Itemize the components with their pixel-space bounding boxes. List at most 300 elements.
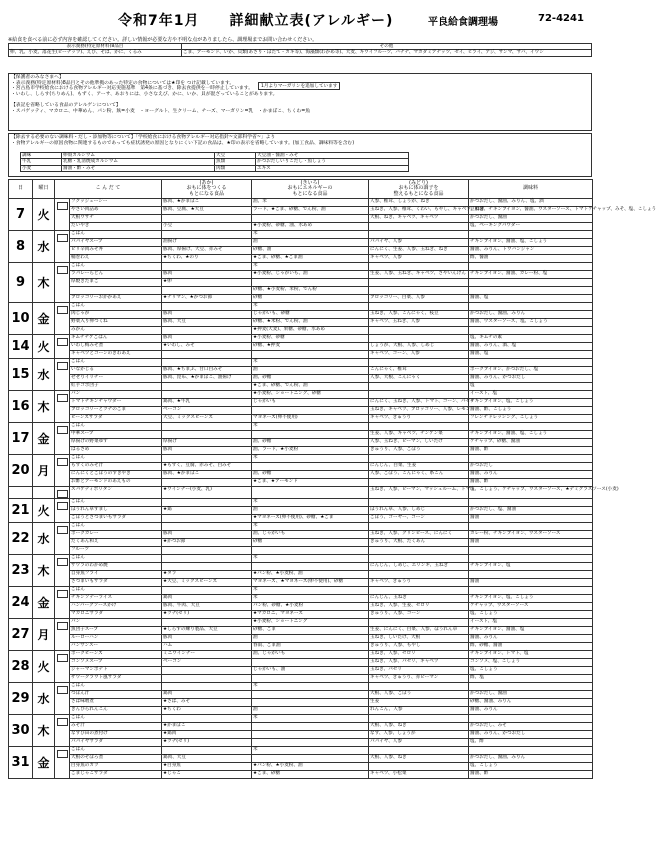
yellow-foods: ★パン粉、★小麦粉、油 <box>252 571 369 579</box>
dish-name: ジャーマンポテト <box>70 667 162 675</box>
yellow-foods: 砂糖 <box>252 295 369 303</box>
dish-name: ごはん <box>70 455 162 463</box>
menu-row <box>9 199 593 207</box>
yellow-foods: 米 <box>252 595 369 603</box>
green-foods: 玉ねぎ、人参、ピーマン、マッシュルーム、トマト <box>369 487 469 499</box>
weekday: 木 <box>33 391 55 423</box>
dish-name: ごはん <box>70 263 162 271</box>
day-number: 24 <box>9 587 33 619</box>
green-foods <box>369 523 469 531</box>
dish-name: はるさめ <box>70 447 162 455</box>
menu-row <box>9 391 593 399</box>
menu-row <box>9 579 593 587</box>
green-foods: にんじん、白菜、生姜 <box>369 463 469 471</box>
red-foods <box>162 455 252 463</box>
milk-mark-cell <box>55 715 70 747</box>
green-foods <box>369 303 469 311</box>
green-foods: にんにく、玉ねぎ、人参、トマト、コーン、パセリ <box>369 399 469 407</box>
yellow-foods: 油、ラード、★小麦粉 <box>252 447 369 455</box>
yellow-foods <box>252 487 369 499</box>
seasonings: 醤油、酢 <box>469 479 593 487</box>
milk-icon <box>57 338 68 346</box>
weekday: 水 <box>33 359 55 391</box>
red-foods: ★タラ <box>162 571 252 579</box>
seasonings: かつおだし、醤油 <box>469 691 593 699</box>
red-foods <box>162 619 252 627</box>
red-foods: ★じゃこ <box>162 771 252 779</box>
seasonings: 醤油、みりん <box>469 635 593 643</box>
dish-name: みそ汁 <box>70 723 162 731</box>
seasonings: 塩、キムチの素 <box>469 335 593 343</box>
red-foods <box>162 499 252 507</box>
menu-row <box>9 431 593 439</box>
red-foods <box>162 263 252 271</box>
green-foods: れんこん、人参 <box>369 707 469 715</box>
menu-row <box>9 455 593 463</box>
seasonings: 塩、こしょう <box>469 763 593 771</box>
red-foods: ★もずく、豆腐、赤みそ、白みそ <box>162 463 252 471</box>
dish-name <box>70 287 162 295</box>
seas-cell: 乳糖・乳清焼成カルシウム <box>62 159 215 165</box>
dish-name: 魚団子スープ <box>70 627 162 635</box>
milk-icon <box>57 654 68 662</box>
seas-cell: 卵殻カルシウム <box>62 153 215 159</box>
col-yellow: (きいろ) おもにエネルギーの もとになる食品 <box>252 180 369 199</box>
allergy-table <box>8 43 592 57</box>
seasonings: 醤油、みりん <box>469 471 593 479</box>
dish-name: お酢とアーモンドのあえもの <box>70 479 162 487</box>
green-foods <box>369 479 469 487</box>
dish-name: マカロニサラダ <box>70 611 162 619</box>
dish-name: ザワークラウト風サラダ <box>70 675 162 683</box>
red-foods: ★ツナ(ゼリ) <box>162 611 252 619</box>
weekday: 木 <box>33 263 55 303</box>
red-foods <box>162 523 252 531</box>
seasonings: かつおだし、醤油、みりん、塩、酒 <box>469 199 593 207</box>
menu-row <box>9 319 593 327</box>
dish-name: 野菜入り卵つくね <box>70 319 162 327</box>
green-foods: 人参、玉ねぎ、ピーマン、しいたけ <box>369 439 469 447</box>
allergy-other-header: その他 <box>182 44 592 50</box>
seasonings: 塩 <box>469 383 593 391</box>
weekday: 金 <box>33 747 55 779</box>
yellow-foods: ラード、★ごま、砂糖、でん粉、油 <box>252 207 369 215</box>
yellow-foods: ★ごま、砂糖、でん粉、油 <box>252 383 369 391</box>
red-foods <box>162 667 252 675</box>
allergy-required-list: 卵、乳、小麦、落花生(ピーナッツ)、えび、そば、かに、くるみ <box>9 50 182 57</box>
red-foods: ベーコン <box>162 407 252 415</box>
menu-row <box>9 619 593 627</box>
red-foods <box>162 515 252 523</box>
dish-name: いなかじる <box>70 367 162 375</box>
dish-name: ピリ辛肉みそ丼 <box>70 247 162 255</box>
dish-name: スパゲティボリタン <box>70 487 162 499</box>
dish-name: コンソメスープ <box>70 659 162 667</box>
dish-name: 自身魚フライ <box>70 571 162 579</box>
seasonings: 醤油 <box>469 579 593 587</box>
milk-mark-cell <box>55 555 70 587</box>
seasonings: ポークブイヨン、かつおだし、塩 <box>469 367 593 375</box>
menu-row <box>9 651 593 659</box>
seasonings: 塩、こしょう <box>469 667 593 675</box>
dish-name: 紅芋ゴボ団子 <box>70 383 162 391</box>
yellow-foods: 油、じゃがいも <box>252 651 369 659</box>
green-foods <box>369 279 469 287</box>
green-foods <box>369 263 469 271</box>
dish-name: みかん <box>70 327 162 335</box>
yellow-foods: 油 <box>252 367 369 375</box>
dish-name: ブロッコリーとツナのごま <box>70 407 162 415</box>
dish-name: ごはん <box>70 555 162 563</box>
day-number: 16 <box>9 391 33 423</box>
dish-name: さば味噌煮 <box>70 699 162 707</box>
milk-mark-cell <box>55 303 70 335</box>
menu-row <box>9 439 593 447</box>
milk-icon <box>57 622 68 630</box>
seasonings: かつおだし、醤油、みりん <box>469 311 593 319</box>
yellow-foods: 米 <box>252 499 369 507</box>
seas-cell: 牛乳 <box>21 159 62 165</box>
guardian-line: ・表示義務(特定原材料)8品目とその他準拠のあった特定の食物については★印を つけ記載しています。 <box>11 80 235 86</box>
seasonings <box>469 571 593 579</box>
red-foods: ★ちくわ <box>162 707 252 715</box>
green-foods: 玉ねぎ、人参、生姜、セロリ <box>369 603 469 611</box>
milk-mark-cell <box>55 651 70 683</box>
red-foods <box>162 555 252 563</box>
menu-row <box>9 287 593 295</box>
weekday: 金 <box>33 587 55 619</box>
green-foods: 人参、椎茸、しょうが、ねぎ <box>369 199 469 207</box>
red-foods: 豚肉 <box>162 531 252 539</box>
menu-row <box>9 747 593 755</box>
green-foods: きゅうり、人参、もやし <box>369 643 469 651</box>
dish-name: いわし梅みそ煮 <box>70 343 162 351</box>
dish-name: ごまじゃこサラダ <box>70 771 162 779</box>
green-foods <box>369 231 469 239</box>
milk-icon <box>57 718 68 726</box>
milk-icon <box>57 394 68 402</box>
seas-cell: 小麦 <box>21 165 62 171</box>
allergy-other-list: ごま、アーモンド、いか、貝類(あさり・ほたて・カキ等)、海藻類(わかめ等)、大麦、キウイフルーツ、バナナ、マカダミアナッツ、ゼイ、ヒライ、アジ、サンマ、サバ、イワシ <box>182 50 592 57</box>
menu-row <box>9 271 593 279</box>
seasonings <box>469 327 593 335</box>
yellow-foods: 油、砂糖 <box>252 471 369 479</box>
yellow-foods: じゃがいも <box>252 399 369 407</box>
weekday <box>33 487 55 499</box>
dish-name: ブロッコリーおかかあえ <box>70 295 162 303</box>
day-number: 14 <box>9 335 33 359</box>
day-number: 31 <box>9 747 33 779</box>
seasonings: 醤油、酢、こしょう <box>469 407 593 415</box>
weekday: 月 <box>33 455 55 487</box>
green-foods: 人参、大根、こんにゃく <box>369 375 469 383</box>
green-foods: 生姜 <box>369 699 469 707</box>
col-red: (あか) おもに体をつくる もとになる食品 <box>162 180 252 199</box>
red-foods: 鶏肉、★牛乳 <box>162 399 252 407</box>
menu-header-row <box>9 180 593 199</box>
red-foods <box>162 423 252 431</box>
yellow-foods: 砂糖 <box>252 539 369 547</box>
seasonings: かつおだし、みそ <box>469 723 593 731</box>
seasonings: 醤油 <box>469 539 593 547</box>
menu-row <box>9 279 593 287</box>
dish-name: ポークカレー <box>70 531 162 539</box>
menu-row <box>9 463 593 471</box>
weekday: 金 <box>33 423 55 455</box>
milk-icon <box>57 266 68 274</box>
day-number: 17 <box>9 423 33 455</box>
seasonings: チキンブイヨン、塩 <box>469 563 593 571</box>
seasonings <box>469 263 593 271</box>
dish-name: バンサンスー <box>70 643 162 651</box>
yellow-foods: じゃがいも、砂糖 <box>252 311 369 319</box>
green-foods: 玉ねぎ、人参、グリンピース、にんにく <box>369 531 469 539</box>
seasonings: コンソメ、塩、こしょう <box>469 659 593 667</box>
day-number: 8 <box>9 231 33 263</box>
guardian-heading: 【保護者のみなさまへ】 <box>11 75 64 80</box>
green-foods: きゅうり、人参、コーン <box>369 611 469 619</box>
day-number: 15 <box>9 359 33 391</box>
green-foods <box>369 547 469 555</box>
yellow-foods <box>252 739 369 747</box>
yellow-foods: ★マヨネーズ(卵不使用)、砂糖、★ごま <box>252 515 369 523</box>
menu-row <box>9 595 593 603</box>
menu-row <box>9 335 593 343</box>
dish-name: ごはん <box>70 747 162 755</box>
yellow-foods: ★小麦粉、砂糖、油、水あめ <box>252 223 369 231</box>
menu-row <box>9 351 593 359</box>
green-foods: 玉ねぎ、人参、パセリ、キャベツ <box>369 659 469 667</box>
red-foods: 豚肉、豆腐、★大豆 <box>162 207 252 215</box>
weekday: 火 <box>33 199 55 231</box>
yellow-foods: 米 <box>252 359 369 367</box>
milk-mark-cell <box>55 683 70 715</box>
milk-mark-cell <box>55 231 70 263</box>
red-foods <box>162 303 252 311</box>
green-foods: 大根、ねぎ、キャベツ、キャベツ <box>369 215 469 223</box>
red-foods: 豚肉、★かまぼこ <box>162 199 252 207</box>
milk-mark-cell <box>55 423 70 455</box>
green-foods <box>369 335 469 343</box>
seasonings <box>469 547 593 555</box>
day-number: 20 <box>9 455 33 487</box>
seasonings: イースト、塩 <box>469 619 593 627</box>
red-foods <box>162 391 252 399</box>
green-foods: 玉ねぎ、人参、セロリ <box>369 651 469 659</box>
milk-mark-cell <box>55 199 70 231</box>
red-foods: 厚揚げ <box>162 439 252 447</box>
yellow-foods: ★パン粉、★小麦粉、油 <box>252 763 369 771</box>
day-number: 28 <box>9 651 33 683</box>
seasoning-heading: 【除去する必要のない調味料・だし・添加物等について】「学校給食における食物アレルギー対応指針~文部科学省~」より <box>11 135 276 140</box>
weekday: 金 <box>33 303 55 335</box>
dish-name: フルーツ <box>70 547 162 555</box>
seasonings: 塩、ベーキングパウダー <box>469 223 593 231</box>
red-foods: 豚肉 <box>162 311 252 319</box>
dish-name: にんにくとごぼうのすきやき <box>70 471 162 479</box>
dish-name: ごはん <box>70 715 162 723</box>
yellow-foods <box>252 731 369 739</box>
red-foods: 鶏肉 <box>162 691 252 699</box>
weekday: 火 <box>33 651 55 683</box>
milk-icon <box>57 558 68 566</box>
milk-icon <box>57 362 68 370</box>
milk-mark-cell <box>55 499 70 523</box>
menu-row <box>9 611 593 619</box>
dish-name: 大根ウサチ <box>70 215 162 223</box>
seasonings <box>469 499 593 507</box>
red-foods: 豚肉 <box>162 335 252 343</box>
seasonings <box>469 359 593 367</box>
green-foods <box>369 715 469 723</box>
green-foods <box>369 619 469 627</box>
milk-mark-cell <box>55 359 70 391</box>
seasonings: かつおだし、醤油、みりん <box>469 755 593 763</box>
seasonings <box>469 231 593 239</box>
menu-row <box>9 563 593 571</box>
menu-row <box>9 479 593 487</box>
day-number: 27 <box>9 619 33 651</box>
green-foods <box>369 571 469 579</box>
red-foods <box>162 547 252 555</box>
dish-name: ごはん <box>70 683 162 691</box>
milk-mark-cell <box>55 523 70 555</box>
seasonings: チキンブイヨン、醤油、塩、こしょう <box>469 431 593 439</box>
red-foods: 豚肉、牛肉、大豆 <box>162 603 252 611</box>
dish-name: パン <box>70 391 162 399</box>
milk-icon <box>57 458 68 466</box>
seasonings: 塩、こしょう、ケチャップ、ウスターソース、★デミグラスソース(小麦) <box>469 487 593 499</box>
red-foods <box>162 675 252 683</box>
day-number: 23 <box>9 555 33 587</box>
milk-icon <box>57 750 68 758</box>
green-foods: 玉ねぎ、人参、こんにゃく、枝豆 <box>369 311 469 319</box>
milk-mark-cell <box>55 619 70 651</box>
menu-row <box>9 531 593 539</box>
red-foods: ハム <box>162 643 252 651</box>
red-foods <box>162 383 252 391</box>
dish-name: ごはん <box>70 359 162 367</box>
seas-cell: 醤油・酢・みそ <box>62 165 215 171</box>
yellow-foods <box>252 563 369 571</box>
dish-name: ごはん <box>70 523 162 531</box>
dish-name: ごはん <box>70 231 162 239</box>
dish-name: ごはん <box>70 587 162 595</box>
yellow-foods: 米 <box>252 303 369 311</box>
yellow-foods: 油、砂糖 <box>252 375 369 383</box>
menu-row <box>9 375 593 383</box>
green-foods: 生姜、人参、キャベツ、チンゲン菜 <box>369 431 469 439</box>
seasonings: 醤油、みりん、かつおだし <box>469 731 593 739</box>
yellow-foods: ★小麦粉、ショートニング、砂糖 <box>252 391 369 399</box>
dish-name: なすび田の煮付け <box>70 731 162 739</box>
page-title: 令和7年1月 詳細献立表(アレルギー) <box>118 13 394 29</box>
red-foods: ★鶏 <box>162 507 252 515</box>
yellow-foods: 油、米 <box>252 199 369 207</box>
guardian-line: ・いわし、しらす(ちりめん)、もずく、アーサ、あおりには、小さなえび、かに、いか、貝が混ざっていることがあります。 <box>11 91 278 97</box>
seasonings: 砂糖、醤油、みりん <box>469 699 593 707</box>
yellow-foods: 米 <box>252 747 369 755</box>
yellow-foods: 米 <box>252 555 369 563</box>
menu-row <box>9 507 593 515</box>
red-foods: ★ウインナー(小麦、乳) <box>162 487 252 499</box>
green-foods <box>369 683 469 691</box>
yellow-foods: 油 <box>252 507 369 515</box>
day-number: 7 <box>9 199 33 231</box>
seasonings: 塩、こしょう <box>469 611 593 619</box>
col-seasoning: 調味料 <box>469 180 593 199</box>
menu-row <box>9 547 593 555</box>
dish-name: せせりイリチー <box>70 375 162 383</box>
menu-row <box>9 731 593 739</box>
weekday: 木 <box>33 715 55 747</box>
green-foods: 生姜、にんにく、白菜、人参、ほうれん草 <box>369 627 469 635</box>
red-foods: 豚肉、昆布、★かまぼこ、油揚げ <box>162 375 252 383</box>
milk-mark-cell <box>55 487 70 499</box>
yellow-foods: 米 <box>252 523 369 531</box>
red-foods: ★ツナ(ゼリ) <box>162 739 252 747</box>
seasonings: ケチャップ、ウスターソース <box>469 603 593 611</box>
red-foods: ミニウインナー <box>162 651 252 659</box>
menu-row <box>9 723 593 731</box>
seasonings <box>469 523 593 531</box>
green-foods: 玉ねぎ、パセリ <box>369 667 469 675</box>
green-foods <box>369 287 469 295</box>
yellow-foods: 油、じゃがいも <box>252 531 369 539</box>
col-date: 日 <box>9 180 33 199</box>
col-green: (みどり) おもに体の調子を 整えるもとになる食品 <box>369 180 469 199</box>
milk-icon <box>57 234 68 242</box>
green-foods <box>369 499 469 507</box>
menu-row <box>9 223 593 231</box>
green-foods <box>369 423 469 431</box>
seasonings: かつおだし、醤油 <box>469 215 593 223</box>
yellow-foods: ★ごま、★アーモンド <box>252 479 369 487</box>
green-foods: にんじん、玉ねぎ <box>369 595 469 603</box>
yellow-foods <box>252 755 369 763</box>
yellow-foods <box>252 691 369 699</box>
dish-name: ラパレーらどん <box>70 271 162 279</box>
notice-text: ※給食を食べる前に必ず内容を確認してください。詳しい情報が必要な方や不明な点がありましたら、調理場までお問い合わせください。 <box>8 37 318 43</box>
milk-mark-cell <box>55 335 70 359</box>
green-foods: パパイヤ、人参 <box>369 739 469 747</box>
green-foods: 生姜、人参、玉ねぎ、キャベツ、さやいんげん <box>369 271 469 279</box>
red-foods: 豚肉、厚揚げ、大豆、赤みそ <box>162 247 252 255</box>
menu-row <box>9 263 593 271</box>
dish-name: さつまいもサラダ <box>70 579 162 587</box>
red-foods: ★大豆、ミックスビーンズ <box>162 579 252 587</box>
milk-icon <box>57 426 68 434</box>
yellow-foods: 米 <box>252 231 369 239</box>
green-foods <box>369 383 469 391</box>
milk-mark-cell <box>55 455 70 487</box>
omitted-allergen-heading: 【表記を省略している食品のアレルゲンについて】 <box>11 103 121 109</box>
dish-name: ほうれん草すまし <box>70 507 162 515</box>
yellow-foods: 砂糖、ごま <box>252 627 369 635</box>
red-foods <box>162 747 252 755</box>
col-weekday: 曜日 <box>33 180 55 199</box>
milk-mark-cell <box>55 587 70 619</box>
dish-name: 厚焼きたまご <box>70 279 162 287</box>
seasonings: 豆板醤、チキンブイヨン、醤油、ウスターソース、トマトケチャップ、みそ、塩、こしょう <box>469 207 593 215</box>
red-foods <box>162 683 252 691</box>
dish-name: たいやき <box>70 223 162 231</box>
seas-cell: かつおだしいりこだし・魚しょう <box>256 159 409 165</box>
green-foods: 人参、ごぼう、こんにゃく、糸こん <box>369 471 469 479</box>
milk-icon <box>57 306 68 314</box>
green-foods <box>369 359 469 367</box>
yellow-foods <box>252 723 369 731</box>
